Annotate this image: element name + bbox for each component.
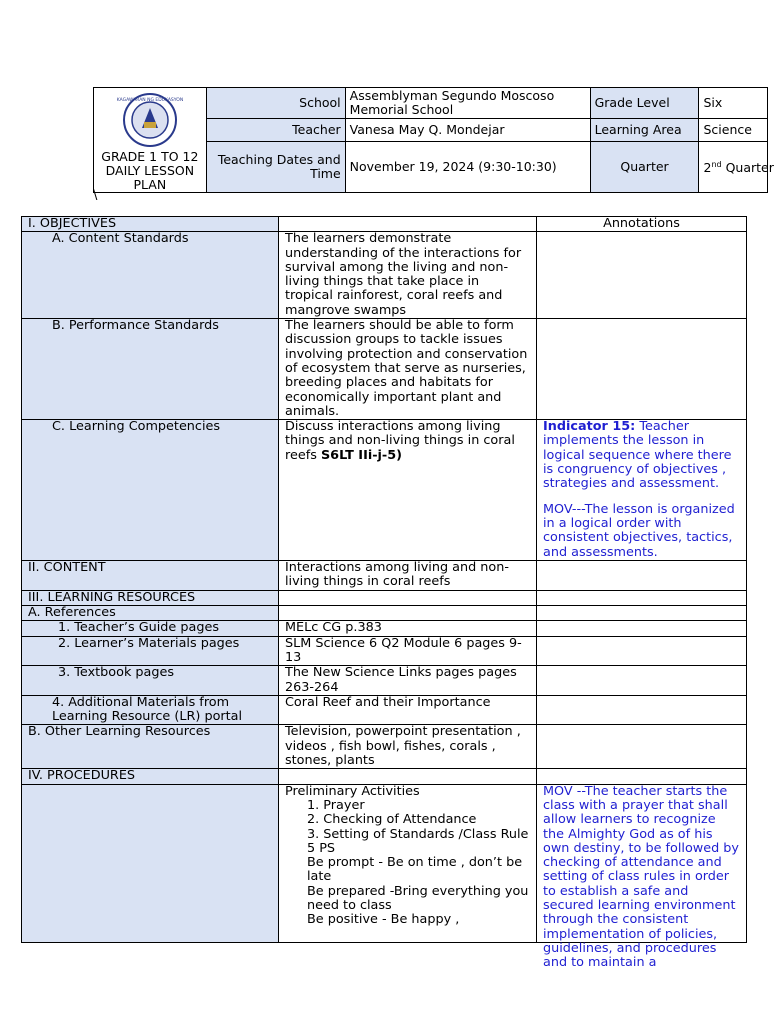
indicator-text: Teacher implements the lesson in logical sequence where there is congruency of objectives , strategies and assessment. (543, 419, 732, 492)
grade-level-label: Grade Level (590, 88, 699, 119)
content-annotation (537, 561, 747, 591)
preliminary-activities (279, 784, 537, 942)
annotations-header: Annotations (537, 217, 747, 232)
prelim-item-attendance: 2. Checking of Attendance (307, 812, 477, 828)
performance-standards-label (22, 319, 279, 420)
olr-text: Television, powerpoint presentation , videos , fish bowl, fishes, corals , stones, plants (279, 725, 537, 769)
am-text: Coral Reef and their Importance (279, 695, 537, 725)
quarter-value (699, 141, 774, 192)
teaching-dates-value: November 19, 2024 (9:30-10:30) (345, 141, 590, 192)
deped-seal-icon (116, 92, 184, 148)
olr-annotation (537, 725, 747, 769)
quarter-sup: nd (711, 160, 722, 170)
olr-label: B. Other Learning Resources (22, 725, 279, 769)
performance-standards-text: The learners should be able to form discussion groups to tackle issues involving protection and conservation of ecosystem that serve as nurseries, breeding places and habitats for economically important plant and animals. (279, 319, 537, 420)
svg-text:KAGAWARAN NG EDUKASYON: KAGAWARAN NG EDUKASYON (116, 98, 184, 103)
lesson-table (21, 216, 747, 971)
competencies-code: S6LT IIi-j-5) (320, 447, 402, 463)
mov-preliminary-annotation (537, 783, 747, 971)
procedures-annotation (537, 769, 747, 784)
preliminary-title: Preliminary Activities (285, 783, 420, 799)
lm-text: SLM Science 6 Q2 Module 6 pages 9-13 (279, 636, 537, 666)
lm-label (22, 636, 279, 666)
plan-title: GRADE 1 TO 12 DAILY LESSON PLAN (101, 149, 199, 192)
indicator-title: Indicator 15: (543, 419, 636, 435)
stray-mark: \ (93, 188, 98, 203)
school-label: School (206, 88, 345, 119)
content-standards-annotation (537, 232, 747, 319)
content-standards-label (22, 232, 279, 319)
quarter-rest: Quarter (721, 160, 774, 176)
tg-label-text: 1. Teacher’s Guide pages (58, 620, 219, 636)
learning-resources-blank (279, 590, 537, 605)
learning-area-text: Science (703, 121, 752, 137)
am-label-text: 4. Additional Materials from Learning Resource (LR) portal (52, 694, 243, 725)
mov-preliminary-text: MOV --The teacher starts the class with a prayer that shall allow learners to recognize the Almighty God as of his own destiny, to be followed by checking of attendance and setting of class rules in order to establish a safe and secured learning environment through the consistent implementation of policies, guidelines, and procedures and to maintain a (543, 783, 740, 971)
lm-label-text: 2. Learner’s Materials pages (58, 635, 240, 651)
preliminary-clip (285, 785, 530, 940)
tb-annotation (537, 666, 747, 696)
learning-competencies-label (22, 420, 279, 561)
prelim-item-prepared: Be prepared -Bring everything you need to class (307, 883, 529, 913)
lm-annotation (537, 636, 747, 666)
content-text: Interactions among living and non-living things in coral reefs (279, 561, 537, 591)
tb-text: The New Science Links pages pages 263-264 (279, 666, 537, 696)
preliminary-label-cell (22, 784, 279, 942)
prelim-item-standards: 3. Setting of Standards /Class Rule (307, 826, 529, 842)
performance-standards-annotation (537, 319, 747, 420)
tg-annotation (537, 621, 747, 636)
prelim-item-prayer: 1. Prayer (307, 797, 365, 813)
learning-area-value (699, 119, 768, 142)
teacher-label: Teacher (206, 119, 345, 142)
competencies-text: Discuss interactions among living things and non-living things in coral reefs (285, 419, 515, 463)
learning-area-label: Learning Area (590, 119, 699, 142)
references-blank (279, 606, 537, 621)
tb-label-text: 3. Textbook pages (58, 665, 175, 681)
header-table (93, 87, 774, 193)
learning-resources-label: III. LEARNING RESOURCES (22, 590, 279, 605)
performance-standards-label-text: B. Performance Standards (52, 318, 219, 334)
objectives-heading: I. OBJECTIVES (22, 217, 279, 232)
content-standards-label-text: A. Content Standards (52, 231, 189, 247)
procedures-blank (279, 769, 537, 784)
content-label: II. CONTENT (22, 561, 279, 591)
tb-label (22, 666, 279, 696)
learning-resources-annotation (537, 590, 747, 605)
teaching-dates-label: Teaching Dates and Time (206, 141, 345, 192)
references-label: A. References (22, 606, 279, 621)
references-annotation (537, 606, 747, 621)
am-label (22, 695, 279, 725)
mov-text: MOV---The lesson is organized in a logical order with consistent objectives, tactics, and assessments. (543, 501, 735, 560)
learning-competencies-text (279, 420, 537, 561)
logo-cell (94, 88, 207, 193)
quarter-num: 2 (703, 160, 712, 176)
tg-text: MELc CG p.383 (279, 621, 537, 636)
teacher-value: Vanesa May Q. Mondejar (345, 119, 590, 142)
prelim-item-positive: Be positive - Be happy , (307, 912, 460, 928)
content-standards-text: The learners demonstrate understanding of the interactions for survival among the living and non-living things that take place in tropical rainforest, coral reefs and mangrove swamps (279, 232, 537, 319)
procedures-label: IV. PROCEDURES (22, 769, 279, 784)
objectives-blank (279, 217, 537, 232)
am-annotation (537, 695, 747, 725)
grade-level-value: Six (699, 88, 768, 119)
prelim-item-prompt: Be prompt - Be on time , don’t be late (307, 855, 523, 885)
quarter-label: Quarter (590, 141, 699, 192)
learning-competencies-label-text: C. Learning Competencies (52, 419, 221, 435)
prelim-item-5ps: 5 PS (307, 840, 336, 856)
tg-label (22, 621, 279, 636)
indicator-annotation (537, 420, 747, 561)
school-value: Assemblyman Segundo Moscoso Memorial School (345, 88, 590, 119)
